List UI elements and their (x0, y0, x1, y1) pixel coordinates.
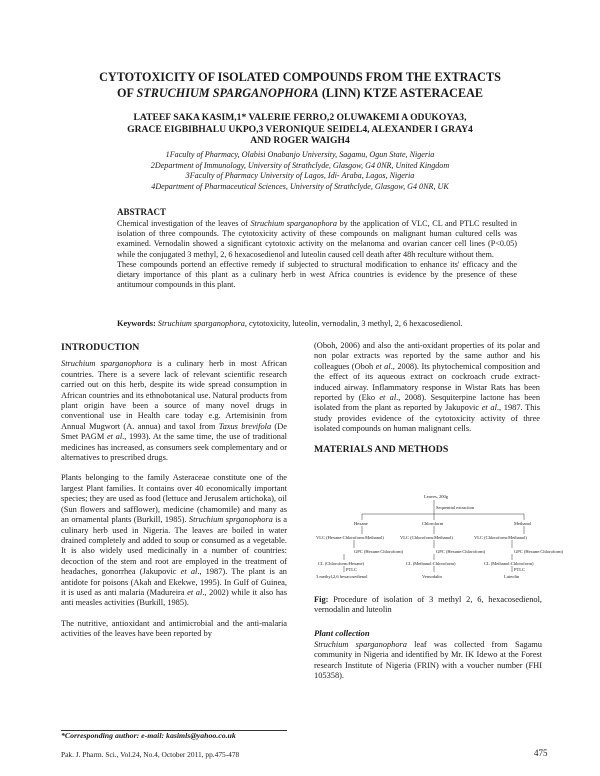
diagram-ptlc-2: PTLC (514, 567, 526, 572)
diagram-root: Leaves, 200g (424, 494, 448, 499)
author-line-1: LATEEF SAKA KASIM,1* VALERIE FERRO,2 OLUWAKEMI A ODUKOYA3, (133, 112, 467, 123)
diagram-cl-2: CL (Methanol:Chloroform) (406, 561, 456, 566)
intro-paragraph-1: Struchium sparganophora is a culinary herb in most African countries. There is a severe lack of relevant scientific research carried out on this herb, despite its wide spread consumption in African countries and its ethnobotanical use. Natural products from plant origin have been a source of many novel drugs in conventional use in Health care today e.g. Artemisinin from Annual Mugwort (A. annua) and taxol from Taxus brevifola (De Smet PAGM et al., 1993). At the same time, the use of traditional medicines has increased, as consumers seek complementary and or alternatives to prescribed drugs. (61, 359, 287, 463)
affiliation-3: 3Faculty of Pharmacy University of Lagos, Idi- Araba, Lagos, Nigeria (185, 171, 415, 181)
paper-title-line2: OF STRUCHIUM SPARGANOPHORA (LINN) KTZE ASTERACEAE (116, 86, 484, 100)
diagram-cl-1: CL (Chloroform:Hexane) (318, 561, 364, 566)
left-column (61, 341, 287, 646)
journal-citation: Pak. J. Pharm. Sci., Vol.24, No.4, October 2011, pp.475-478 (61, 750, 240, 759)
abstract-heading: ABSTRACT (117, 207, 167, 217)
plant-collection-heading: Plant collection (314, 628, 370, 638)
diagram-vlc-1: VLC (Hexane:Chloroform:Methanol) (316, 535, 384, 540)
abstract-paragraph-1: Chemical investigation of the leaves of Struchium sparganophora by the application of VLC, CL and PTLC resulted in isolation of three compounds. The cytotoxicity activity of these compounds on malignant human cultured cells was examined. Vernodalin showed a significant cytotoxic activity on the melanoma and ovarian cancer cell lines (P<0.05) while the conjugated 3 methyl, 2, 6 hexacosedienol and luteolin caused cell death after 48h reculture without them. (117, 219, 517, 259)
diagram-extraction: Sequential extraction (436, 505, 475, 510)
author-line-3: AND ROGER WAIGH4 (250, 135, 350, 147)
diagram-solvent-hexane: Hexane (354, 521, 368, 526)
isolation-flow-diagram (314, 494, 576, 580)
diagram-vlc-2: VLC (Chloroform:Methanol) (400, 535, 453, 540)
diagram-gpc-1: GPC (Hexane:Chloroform) (354, 549, 404, 554)
affiliation-2: 2Department of Immunology, University of Strathclyde, Glasgow, G4 0NR, United Kingdom (150, 160, 450, 170)
intro-paragraph-3: The nutritive, antioxidant and antimicrobial and the anti-malaria activities of the leaves have been reported by (61, 618, 287, 639)
right-column (314, 341, 540, 461)
introduction-heading: INTRODUCTION (61, 342, 140, 353)
corresponding-author-footnote: *Corresponding author: e-mail: kasimls@yahoo.co.uk (61, 731, 236, 740)
diagram-gpc-2: GPC (Hexane:Chloroform) (436, 549, 486, 554)
diagram-ptlc-1: PTLC (346, 567, 358, 572)
affiliation-1: 1Faculty of Pharmacy, Olabisi Onabanjo University, Sagamu, Ogun State, Nigeria (165, 150, 435, 159)
abstract-paragraph-2: These compounds portend an effective remedy if subjected to structural modification to enhance its' efficacy and the dietary importance of this plant as a culinary herb in west Africa countries is evidence by the presence of these antitumour compounds in this plant. (117, 259, 517, 290)
diagram-product-1: 3 methyl,2,6 hexacosedienol (316, 574, 368, 579)
page-number: 475 (534, 748, 548, 758)
affiliations (60, 150, 540, 192)
author-list (60, 112, 540, 147)
diagram-gpc-3: GPC (Hexane:Chloroform) (514, 549, 564, 554)
diagram-product-3: Luteolin (504, 574, 520, 579)
keywords: Keywords: Struchium sparganophora, cytotoxicity, luteolin, vernodalin, 3 methyl, 2, 6 hexacosedienol. (117, 319, 463, 328)
affiliation-4: 4Department of Pharmaceutical Sciences, University of Strathclyde, Glasgow, G4 0NR, UK (151, 181, 449, 191)
materials-methods-heading: MATERIALS AND METHODS (314, 443, 449, 455)
diagram-cl-3: CL (Methanol:Chloroform) (484, 561, 534, 566)
plant-collection-text: Struchium sparganophora leaf was collected from Sagamu community in Nigeria and identified by Mr. IK Idewo at the Forest research Institute of Nigeria (FRIN) with a voucher number (FHI 105358). (314, 640, 542, 681)
intro-paragraph-2: Plants belonging to the family Asteraceae constitute one of the largest Plant families. It contains over 40 economically important species; they are used as food (lettuce and Jerusalem artichoka), oil (Sun flowers and safflower), medicine (chamomile) and many as an ornamental plants (Burkill, 1985). Struchium sprganophora is a culinary herb used in Nigeria. The leaves are boiled in water drained completely and added to soup or consumed as a vegetable. It is also widely used medicinally in a number of countries: decoction of the stem and root are employed in the treatment of headaches, gonorrhea (Jakupovic et al., 1987). The plant is an antidote for poisons (Akah and Ekekwe, 1995). In Gulf of Guinea, it is used as anti malaria (Madureira et al., 2002) while it also has anti measles activities (Burkill, 1985). (61, 473, 287, 608)
diagram-solvent-chloroform: Chloroform (422, 521, 444, 526)
abstract-body (117, 219, 517, 290)
diagram-solvent-methanol: Methanol (514, 521, 532, 526)
diagram-vlc-3: VLC (Chloroform:Methanol) (474, 535, 527, 540)
paper-title-line1: CYTOTOXICITY OF ISOLATED COMPOUNDS FROM THE EXTRACTS (99, 70, 501, 84)
author-line-2: GRACE EIGBIBHALU UKPO,3 VERONIQUE SEIDEL4, ALEXANDER I GRAY4 (127, 123, 473, 135)
right-paragraph-1: (Oboh, 2006) and also the anti-oxidant properties of its polar and non polar extracts was reported by the same author and his colleagues (Oboh et al., 2008). Its phytochemical composition and the effect of its aqueous extract on cockroach crude extract-induced airway. Inflammatory response in Wistar Rats has been reported by (Eko et al., 2008). Sesquiterpine lactone has been isolated from the plant as reported by Jakupovic et al., 1987. This study provides evidence of the cytotoxicity activity of three isolated compounds on human malignant cells. (314, 341, 541, 434)
figure-caption: Fig: Procedure of isolation of 3 methyl 2, 6, hexacosedienol, vernodalin and luteolin (314, 595, 542, 615)
diagram-product-2: Vernodalin (422, 574, 442, 579)
